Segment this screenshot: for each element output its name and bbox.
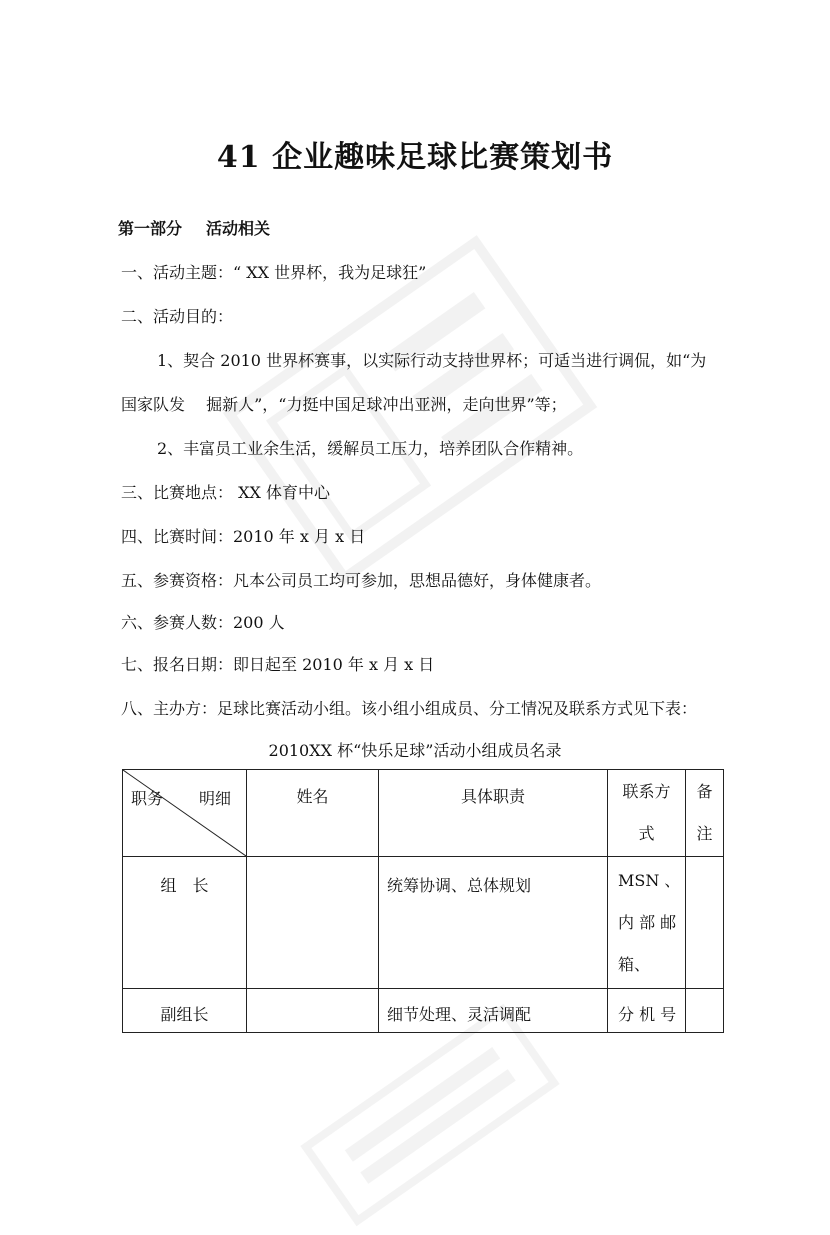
table-row bbox=[123, 857, 724, 989]
members-table bbox=[122, 769, 724, 1033]
table-header-row bbox=[123, 770, 724, 857]
item-purpose-1b: 国家队发 掘新人”，“力挺中国足球冲出亚洲，走向世界”等； bbox=[121, 395, 567, 414]
cell-remark bbox=[686, 989, 724, 1033]
table-caption: 2010XX 杯“快乐足球”活动小组成员名录 bbox=[268, 741, 562, 760]
cell-duty: 统筹协调、总体规划 bbox=[379, 857, 608, 989]
header-duty: 具体职责 bbox=[379, 770, 608, 857]
cell-position: 组 长 bbox=[123, 857, 247, 989]
item-venue: 三、比赛地点： XX 体育中心 bbox=[121, 483, 330, 502]
item-participants: 六、参赛人数：200 人 bbox=[121, 613, 285, 632]
item-organizer: 八、主办方：足球比赛活动小组。该小组小组成员、分工情况及联系方式见下表： bbox=[121, 699, 698, 718]
cell-duty: 细节处理、灵活调配 bbox=[379, 989, 608, 1033]
part-number: 第一部分 bbox=[118, 219, 183, 238]
cell-position: 副组长 bbox=[123, 989, 247, 1033]
item-purpose-1a: 1、契合 2010 世界杯赛事，以实际行动支持世界杯；可适当进行调侃，如“为 bbox=[157, 351, 707, 370]
item-signup: 七、报名日期：即日起至 2010 年 x 月 x 日 bbox=[121, 655, 435, 674]
header-detail: 明细 bbox=[199, 789, 232, 808]
item-purpose-2: 2、丰富员工业余生活，缓解员工压力，培养团队合作精神。 bbox=[157, 439, 584, 458]
header-position: 职务 bbox=[131, 789, 164, 808]
cell-remark bbox=[686, 857, 724, 989]
cell-name bbox=[247, 857, 379, 989]
table-row bbox=[123, 989, 724, 1033]
cell-name bbox=[247, 989, 379, 1033]
item-eligibility: 五、参赛资格：凡本公司员工均可参加，思想品德好，身体健康者。 bbox=[121, 571, 602, 590]
item-theme: 一、活动主题：“ XX 世界杯，我为足球狂” bbox=[121, 263, 427, 282]
document-title: 41 企业趣味足球比赛策划书 bbox=[216, 140, 614, 175]
cell-contact: 分 机 号 bbox=[608, 989, 686, 1033]
part-name: 活动相关 bbox=[206, 219, 271, 238]
section-heading bbox=[118, 216, 270, 239]
item-purpose-label: 二、活动目的： bbox=[121, 307, 234, 326]
header-remark: 备 注 bbox=[686, 770, 724, 857]
header-position-detail bbox=[123, 770, 247, 857]
item-time: 四、比赛时间：2010 年 x 月 x 日 bbox=[121, 527, 366, 546]
header-name: 姓名 bbox=[247, 770, 379, 857]
diagonal-divider-icon bbox=[123, 770, 246, 856]
header-contact: 联系方 式 bbox=[608, 770, 686, 857]
cell-contact: MSN 、 内 部 邮 箱、 bbox=[608, 857, 686, 989]
